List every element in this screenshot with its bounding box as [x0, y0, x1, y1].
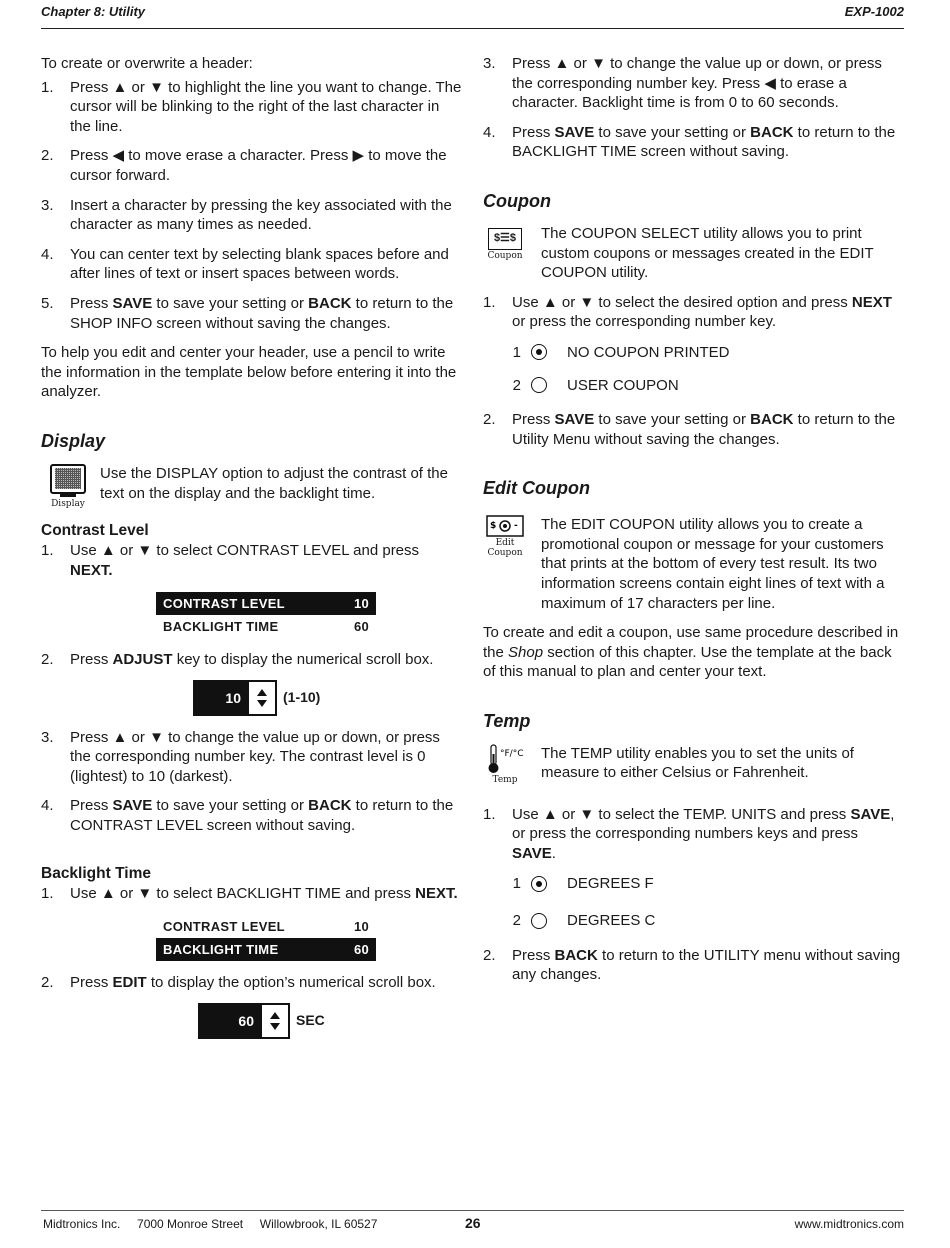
left-column [41, 54, 463, 1039]
svg-text:$: $ [490, 521, 497, 532]
contrast-scroll-box [193, 680, 463, 716]
contrast-menu-screen [156, 592, 376, 638]
radio-selected-icon[interactable] [531, 876, 547, 892]
header-steps [41, 78, 463, 334]
coupon-description: The COUPON SELECT utility allows you to print custom coupons or messages created in the EDIT COUPON utility. [541, 224, 874, 282]
coupon-heading: Coupon [483, 190, 551, 211]
right-column [483, 54, 904, 985]
page-footer [41, 1210, 904, 1231]
scroll-unit: SEC [296, 1012, 325, 1029]
model-number: EXP-1002 [844, 4, 904, 19]
temp-option-2[interactable]: 2 DEGREES C [512, 912, 656, 930]
backlight-menu-screen [156, 915, 376, 961]
temp-option-1[interactable]: 1 DEGREES F [512, 875, 654, 893]
list-item: 1. Use ▲ or ▼ to select the desired option and press NEXT or press the corresponding number key. [483, 293, 892, 331]
chapter-title: Chapter 8: Utility [41, 4, 146, 19]
scroll-value: 10 [195, 682, 249, 714]
display-description: Use the DISPLAY option to adjust the contrast of the text on the display and the backlight time. [100, 464, 448, 502]
list-item: 2. Press EDIT to display the option’s numerical scroll box. [41, 974, 436, 992]
list-item: 1. Press ▲ or ▼ to highlight the line you want to change. The cursor will be blinking to the right of the last character in the line. [41, 78, 462, 135]
list-item: 2. Press ◀ to move erase a character. Press ▶ to move the cursor forward. [41, 147, 447, 184]
temp-heading: Temp [483, 710, 531, 731]
up-down-arrows-icon [249, 682, 275, 714]
display-intro [41, 464, 463, 509]
scroll-range: (1-10) [283, 688, 321, 705]
header-note: To help you edit and center your header, use a pencil to write the information in the template below before entering it into the analyzer. [41, 344, 457, 401]
thermometer-icon: °F/°C Temp [483, 744, 527, 785]
up-down-arrows-icon [262, 1005, 288, 1037]
edit-coupon-paragraph: To create and edit a coupon, use same procedure described in the Shop section of this chapter. Use the template at the back of this manual to plan and center your text. [483, 624, 899, 681]
radio-selected-icon[interactable] [531, 344, 547, 360]
display-heading: Display [41, 430, 106, 451]
menu-row-contrast-level: CONTRAST LEVEL 10 [156, 592, 376, 615]
backlight-scroll-box [198, 1003, 463, 1039]
list-item: 1. Use ▲ or ▼ to select the TEMP. UNITS and press SAVE, or press the corresponding numbers keys and press SAVE. [483, 805, 895, 863]
list-item: 1. Use ▲ or ▼ to select BACKLIGHT TIME and press NEXT. [41, 884, 458, 902]
running-header [41, 4, 904, 29]
page-number: 26 [465, 1215, 481, 1231]
temp-intro [483, 744, 904, 785]
scroll-value: 60 [198, 1005, 262, 1037]
edit-coupon-heading: Edit Coupon [483, 478, 590, 499]
coupon-intro [483, 224, 904, 283]
edit-coupon-intro [483, 515, 904, 613]
list-item: 5. Press SAVE to save your setting or BACK to return to the SHOP INFO screen without saving the changes. [41, 294, 454, 332]
list-item: 3. Press ▲ or ▼ to change the value up or down, or press the corresponding number key. Press ◀ to erase a character. Backlight time is from 0 to 60 seconds. [483, 55, 882, 112]
edit-coupon-description: The EDIT COUPON utility allows you to create a promotional coupon or message for your customers that prints at the bottom of every test result. Its two information screens contain eight lines of text with a maximum of 17 characters per line. [541, 516, 885, 612]
svg-text:-: - [514, 521, 518, 532]
list-item: 2. Press SAVE to save your setting or BACK to return to the Utility Menu without saving the changes. [483, 410, 896, 448]
list-item: 4. You can center text by selecting blank spaces before and after lines of text or insert spaces between words. [41, 245, 449, 283]
contrast-heading: Contrast Level [41, 521, 149, 539]
list-item: 2. Press ADJUST key to display the numerical scroll box. [41, 651, 434, 669]
menu-row-backlight-time: BACKLIGHT TIME 60 [163, 619, 369, 635]
list-item: 1. Use ▲ or ▼ to select CONTRAST LEVEL and press NEXT. [41, 541, 420, 579]
monitor-icon: Display [41, 464, 95, 509]
radio-empty-icon[interactable] [531, 913, 547, 929]
list-item: 4. Press SAVE to save your setting or BACK to return to the CONTRAST LEVEL screen without saving. [41, 797, 454, 835]
backlight-heading: Backlight Time [41, 864, 151, 882]
list-item: 3. Press ▲ or ▼ to change the value up or down, or press the corresponding number key. The contrast level is 0 (lightest) to 10 (darkest). [41, 728, 440, 785]
list-item: 2. Press BACK to return to the UTILITY menu without saving any changes. [483, 946, 901, 984]
coupon-option-1[interactable]: 1 NO COUPON PRINTED [512, 343, 730, 361]
coupon-icon: $☰$ Coupon [483, 228, 527, 261]
footer-address: Midtronics Inc. 7000 Monroe Street Willowbrook, IL 60527 [43, 1217, 378, 1231]
list-item: 3. Insert a character by pressing the key associated with the character as many times as needed. [41, 196, 452, 234]
coupon-option-2[interactable]: 2 USER COUPON [512, 376, 679, 394]
temp-description: The TEMP utility enables you to set the units of measure to either Celsius or Fahrenheit. [541, 744, 854, 782]
menu-row-backlight-time: BACKLIGHT TIME 60 [156, 938, 376, 961]
footer-website: www.midtronics.com [794, 1217, 904, 1231]
menu-row-contrast-level: CONTRAST LEVEL 10 [163, 919, 369, 935]
edit-coupon-icon: $ - Edit Coupon [483, 515, 527, 558]
radio-empty-icon[interactable] [531, 377, 547, 393]
header-intro: To create or overwrite a header: [41, 55, 253, 72]
list-item: 4. Press SAVE to save your setting or BACK to return to the BACKLIGHT TIME screen without saving. [483, 123, 896, 161]
svg-text:°F/°C: °F/°C [500, 748, 524, 759]
